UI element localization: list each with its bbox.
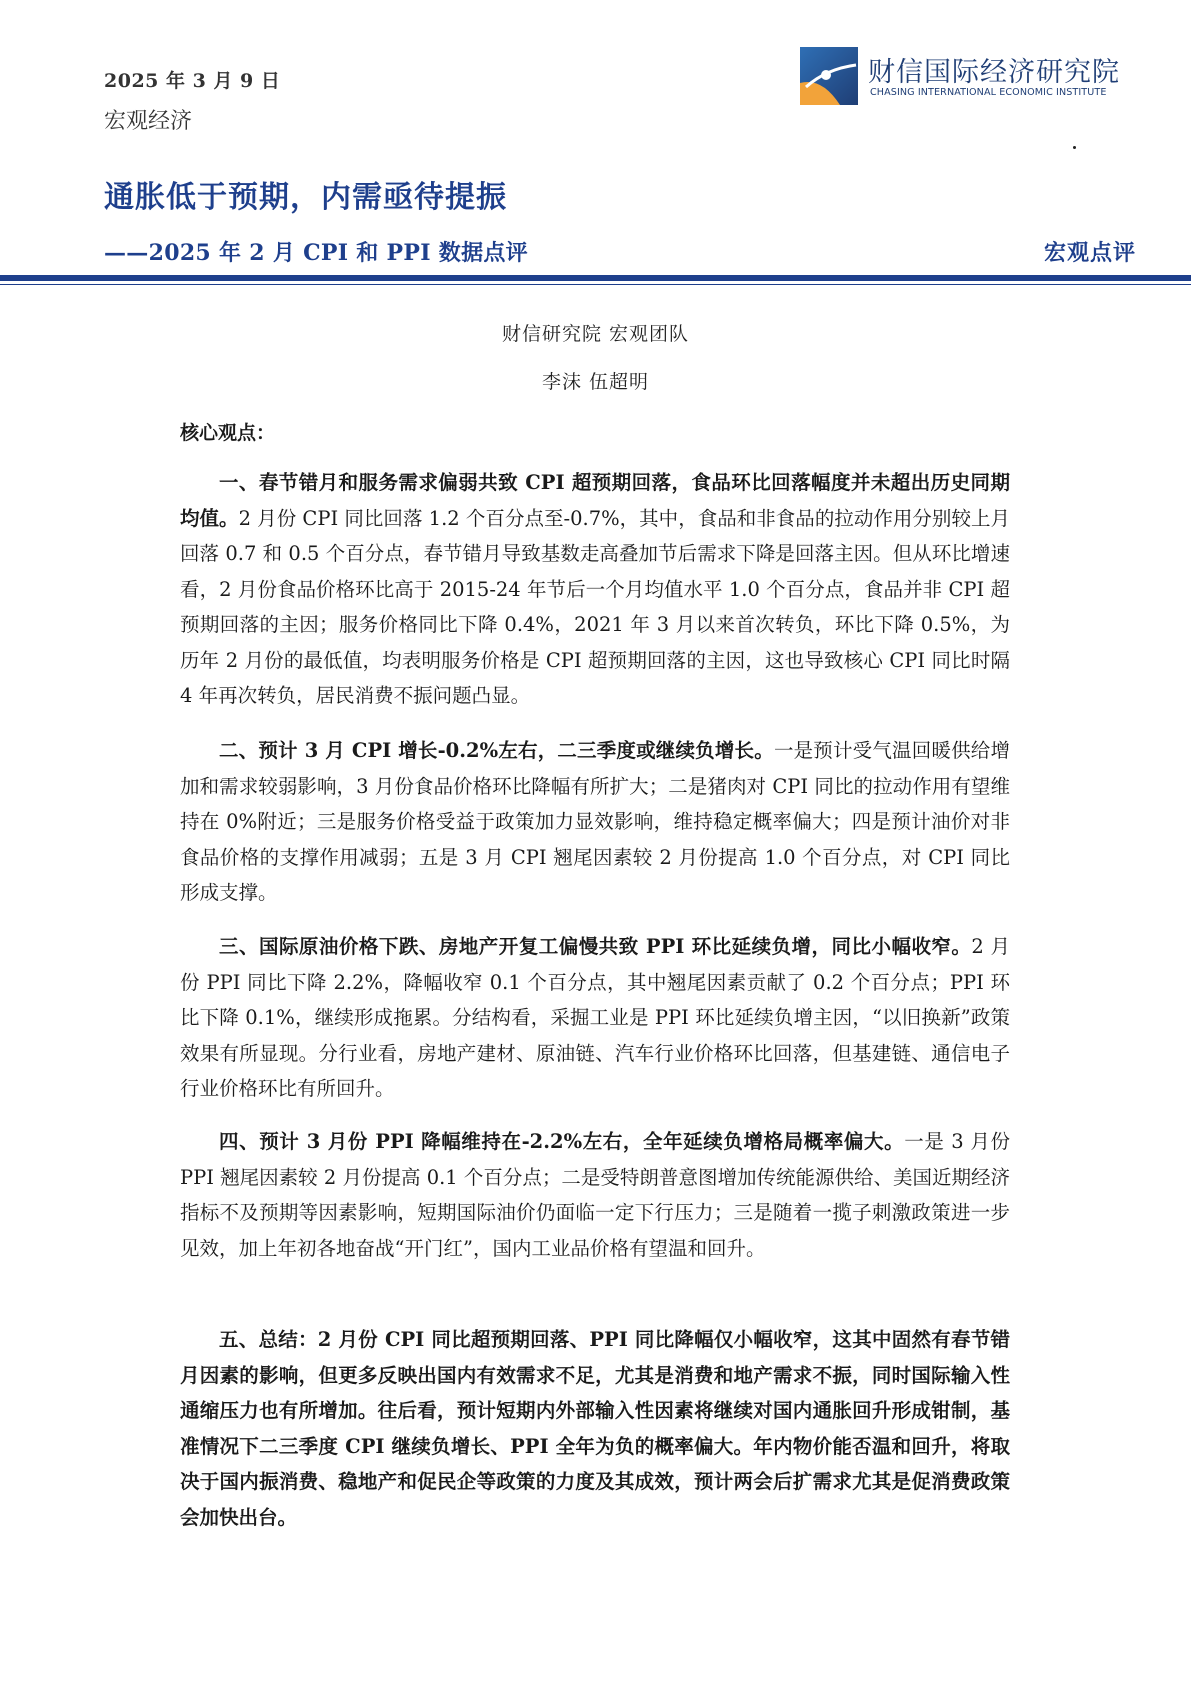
author-names: 李沫 伍超明	[541, 371, 650, 393]
paragraph-lead: 四、预计 3 月份 PPI 降幅维持在-2.2%左右，全年延续负增格局概率偏大。	[219, 1130, 905, 1153]
institute-logo-icon	[800, 47, 858, 105]
core-paragraph	[180, 1124, 1010, 1266]
institute-logo	[800, 44, 1120, 108]
report-subtitle: ——2025 年 2 月 CPI 和 PPI 数据点评	[104, 240, 528, 266]
paragraph-lead: 一、春节错月和服务需求偏弱共致 CPI 超预期回落，食品环比回落幅度并未超出历史同期均值。	[180, 471, 1010, 530]
header-divider-thin	[0, 284, 1191, 285]
core-paragraph-summary	[180, 1322, 1010, 1535]
report-category: 宏观经济	[104, 109, 193, 134]
paragraph-body: 2 月份 CPI 同比超预期回落、PPI 同比降幅仅小幅收窄，这其中固然有春节错月因素的影响，但更多反映出国内有效需求不足，尤其是消费和地产需求不振，同时国际输入性通缩压力也有所增加。往后看，预计短期内外部输入性因素将继续对国内通胀回升形成钳制，基准情况下二三季度 CPI 继续负增长、PPI 全年为负的概率偏大。年内物价能否温和回升，将取决于国内振消费、稳地产和促民企等政策的力度及其成效，预计两会后扩需求尤其是促消费政策会加快出台。	[180, 1328, 1010, 1529]
paragraph-lead: 五、总结：	[219, 1328, 318, 1351]
paragraph-body: 2 月份 CPI 同比回落 1.2 个百分点至-0.7%，其中，食品和非食品的拉动作用分别较上月回落 0.7 和 0.5 个百分点，春节错月导致基数走高叠加节后需求下降是回落主因。但从环比增速看，2 月份食品价格环比高于 2015-24 年节后一个月均值水平 1.0 个百分点，食品并非 CPI 超预期回落的主因；服务价格同比下降 0.4%，2021 年 3 月以来首次转负，环比下降 0.5%，为历年 2 月份的最低值，均表明服务价格是 CPI 超预期回落的主因，这也导致核心 CPI 同比时隔 4 年再次转负，居民消费不振问题凸显。	[180, 506, 1010, 707]
research-team: 财信研究院 宏观团队	[501, 323, 690, 345]
header-divider-thick	[0, 275, 1191, 281]
institute-name-cn: 财信国际经济研究院	[868, 57, 1120, 88]
paragraph-body: 2 月份 PPI 同比下降 2.2%，降幅收窄 0.1 个百分点，其中翘尾因素贡献了 0.2 个百分点；PPI 环比下降 0.1%，继续形成拖累。分结构看，采掘工业是 PPI 环比延续负增主因，“以旧换新”政策效果有所显现。分行业看，房地产建材、原油链、汽车行业价格环比回落，但基建链、通信电子行业价格环比有所回升。	[180, 935, 1010, 1100]
paragraph-body: 一是 3 月份 PPI 翘尾因素较 2 月份提高 0.1 个百分点；二是受特朗普意图增加传统能源供给、美国近期经济指标不及预期等因素影响，短期国际油价仍面临一定下行压力；三是随着一揽子刺激政策进一步见效，加上年初各地奋战“开门红”，国内工业品价格有望温和回升。	[180, 1130, 1010, 1260]
paragraph-lead: 三、国际原油价格下跌、房地产开复工偏慢共致 PPI 环比延续负增，同比小幅收窄。	[219, 935, 972, 958]
core-paragraph	[180, 465, 1010, 714]
report-date: 2025 年 3 月 9 日	[104, 70, 281, 92]
core-paragraph	[180, 929, 1010, 1107]
report-type-label: 宏观点评	[1043, 240, 1136, 266]
core-viewpoints-heading: 核心观点：	[180, 422, 276, 444]
report-title: 通胀低于预期，内需亟待提振	[104, 180, 507, 215]
core-paragraph	[180, 733, 1010, 911]
decorative-dot	[1073, 146, 1076, 149]
institute-name-en: CHASING INTERNATIONAL ECONOMIC INSTITUTE	[870, 87, 1107, 98]
paragraph-body: 一是预计受气温回暖供给增加和需求较弱影响，3 月份食品价格环比降幅有所扩大；二是猪肉对 CPI 同比的拉动作用有望维持在 0%附近；三是服务价格受益于政策加力显效影响，维持稳定概率偏大；四是预计油价对非食品价格的支撑作用减弱；五是 3 月 CPI 翘尾因素较 2 月份提高 1.0 个百分点，对 CPI 同比形成支撑。	[180, 739, 1010, 904]
paragraph-lead: 二、预计 3 月 CPI 增长-0.2%左右，二三季度或继续负增长。	[219, 739, 774, 762]
